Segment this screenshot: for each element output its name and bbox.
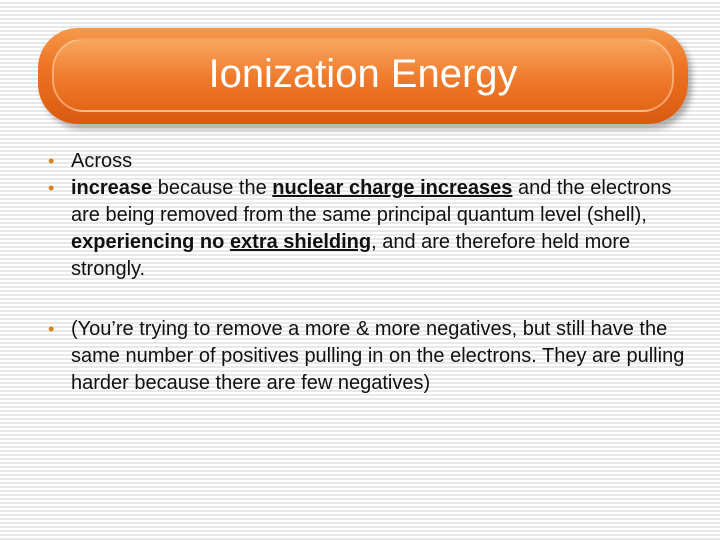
- bullet-item-note: [48, 316, 688, 397]
- bullet-item-across: [48, 148, 688, 175]
- emphasis-experiencing-no: experiencing no: [71, 231, 230, 253]
- bullet-text: because the: [152, 177, 273, 199]
- title-banner: [38, 28, 688, 124]
- emphasis-increase: increase: [71, 177, 153, 199]
- bullet-text: , and are therefore held more strongly.: [71, 231, 631, 280]
- bullet-dot-icon: •: [48, 178, 55, 198]
- bullet-item-increase: [48, 175, 688, 283]
- bullet-text: (You’re trying to remove a more & more negatives, but still have the same number of positives pulling in on the electrons. They are pulling harder because there are few negatives): [71, 318, 685, 394]
- bullet-text: Across: [71, 150, 133, 172]
- slide-body: [48, 148, 688, 397]
- emphasis-extra-shielding: extra shielding: [229, 231, 372, 253]
- bullet-dot-icon: •: [48, 319, 55, 339]
- bullet-text: and the electrons are being removed from the same principal quantum level (shell),: [71, 177, 672, 226]
- spacer: [48, 283, 688, 316]
- bullet-dot-icon: •: [48, 151, 55, 171]
- emphasis-nuclear-charge: nuclear charge increases: [272, 177, 513, 199]
- slide-title: Ionization Energy: [208, 52, 518, 96]
